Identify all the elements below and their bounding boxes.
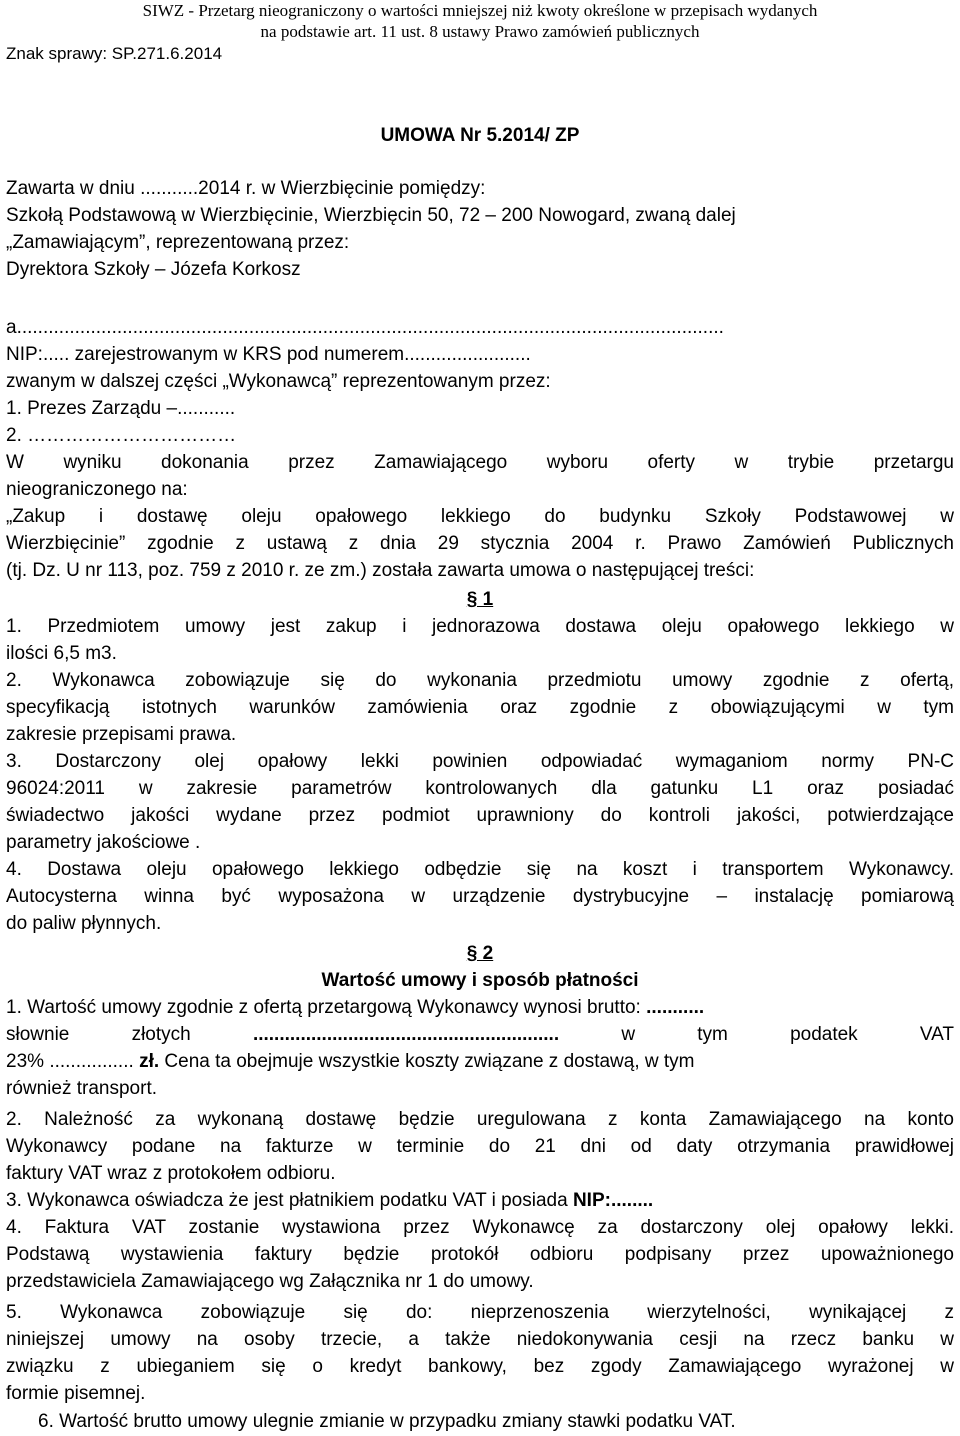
payment-text: 1. Wartość umowy zgodnie z ofertą przetargową Wykonawcy wynosi brutto:	[6, 997, 647, 1018]
preamble-line: nieograniczonego na:	[6, 479, 188, 500]
header-line-1: SIWZ - Przetarg nieograniczony o wartości mniejszej niż kwoty określone w przepisach wydanych	[142, 1, 818, 20]
section-1-line: Autocysterna winna być wyposażona w urządzenie dystrybucyjne – instalację pomiarową	[6, 886, 954, 907]
intro-line: Zawarta w dniu ...........2014 r. w Wierzbięcinie pomiędzy:	[6, 178, 486, 199]
section-1-line: specyfikacją istotnych warunków zamówienia oraz zgodnie z obowiązującymi w tym	[6, 697, 954, 718]
vat-rate: 23%	[6, 1051, 50, 1072]
price-scope-text: Cena ta obejmuje wszystkie koszty związane z dostawą, w tym	[159, 1051, 695, 1072]
preamble-line: „Zakup i dostawę oleju opałowego lekkiego do budynku Szkoły Podstawowej w	[6, 506, 954, 527]
contractor-line: zwanym w dalszej części „Wykonawcą” reprezentowanym przez:	[6, 371, 551, 392]
section-2-line: Podstawą wystawienia faktury będzie protokół odbioru podpisany przez upoważnionego	[6, 1244, 954, 1265]
section-2-heading: § 2	[466, 943, 494, 964]
section-1-line: 3. Dostarczony olej opałowy lekki powinien odpowiadać wymaganiom normy PN-C	[6, 751, 954, 772]
payment-amount-blank: ...........	[646, 997, 705, 1018]
preamble-line: W wyniku dokonania przez Zamawiającego wyboru oferty w trybie przetargu	[6, 452, 954, 473]
section-1-heading: § 1	[466, 589, 494, 610]
payment-words-blank: ..........................................................	[252, 1024, 560, 1045]
section-2-line: 2. Należność za wykonaną dostawę będzie uregulowana z konta Zamawiającego na konto	[6, 1109, 954, 1130]
section-1-line: 1. Przedmiotem umowy jest zakup i jednorazowa dostawa oleju opałowego lekkiego w	[6, 616, 954, 637]
vat-payer-text: 3. Wykonawca oświadcza że jest płatnikiem podatku VAT i posiada	[6, 1190, 573, 1211]
payment-words-label: słownie złotych	[6, 1024, 191, 1045]
payment-line-4: również transport.	[6, 1078, 158, 1099]
contractor-rep-1: 1. Prezes Zarządu –...........	[6, 398, 236, 419]
section-1-line: 96024:2011 w zakresie parametrów kontrolowanych dla gatunku L1 oraz posiadać	[6, 778, 954, 799]
section-1-line: 2. Wykonawca zobowiązuje się do wykonania przedmiotu umowy zgodnie z ofertą,	[6, 670, 954, 691]
header-line-2: na podstawie art. 11 ust. 8 ustawy Prawo zamówień publicznych	[260, 22, 700, 41]
contract-title: UMOWA Nr 5.2014/ ZP	[380, 125, 580, 146]
section-2-line: związku z ubieganiem się o kredyt bankowy, bez zgody Zamawiającego wyrażonej w	[6, 1356, 954, 1377]
section-1-line: do paliw płynnych.	[6, 913, 162, 934]
section-2-line: formie pisemnej.	[6, 1383, 146, 1404]
section-1-line: świadectwo jakości wydane przez podmiot uprawniony do kontroli jakości, potwierdzające	[6, 805, 954, 826]
section-2-line: 4. Faktura VAT zostanie wystawiona przez Wykonawcę za dostarczony olej opałowy lekki.	[6, 1217, 954, 1238]
contractor-nip-line: NIP:..... zarejestrowanym w KRS pod numerem........................	[6, 344, 531, 365]
section-2-line: 6. Wartość brutto umowy ulegnie zmianie w przypadku zmiany stawki podatku VAT.	[38, 1411, 736, 1432]
section-1-line: 4. Dostawa oleju opałowego lekkiego odbędzie się na koszt i transportem Wykonawcy.	[6, 859, 954, 880]
intro-line: Szkołą Podstawową w Wierzbięcinie, Wierzbięcin 50, 72 – 200 Nowogard, zwaną dalej	[6, 205, 736, 226]
section-2-line: przedstawiciela Zamawiającego wg Załącznika nr 1 do umowy.	[6, 1271, 534, 1292]
vat-payer-line	[6, 1188, 954, 1214]
intro-line: „Zamawiającym”, reprezentowaną przez:	[6, 232, 350, 253]
section-1-line: parametry jakościowe .	[6, 832, 201, 853]
vat-amount-blank: ................	[49, 1051, 134, 1072]
preamble-line: Wierzbięcinie” zgodnie z ustawą z dnia 29 stycznia 2004 r. Prawo Zamówień Publicznych	[6, 533, 954, 554]
case-number: Znak sprawy: SP.271.6.2014	[6, 44, 223, 63]
payment-vat-text: w tym podatek VAT	[621, 1024, 955, 1045]
payment-line-1	[6, 995, 954, 1021]
contractor-name-line: a......................................................................................................................................	[6, 317, 724, 338]
section-1-line: ilości 6,5 m3.	[6, 643, 117, 664]
section-2-line: faktury VAT wraz z protokołem odbioru.	[6, 1163, 336, 1184]
payment-line-3	[6, 1049, 954, 1075]
section-2-title: Wartość umowy i sposób płatności	[321, 970, 639, 991]
contractor-rep-2: 2. ……………………………	[6, 425, 237, 446]
payment-line-2	[6, 1022, 954, 1048]
nip-blank: NIP:........	[572, 1190, 654, 1211]
section-2-line: 5. Wykonawca zobowiązuje się do: nieprzenoszenia wierzytelności, wynikającej z	[6, 1302, 954, 1323]
preamble-line: (tj. Dz. U nr 113, poz. 759 z 2010 r. ze zm.) została zawarta umowa o następującej treści:	[6, 560, 755, 581]
section-2-line: niniejszej umowy na osoby trzecie, a także niedokonywania cesji na rzecz banku w	[6, 1329, 954, 1350]
intro-line: Dyrektora Szkoły – Józefa Korkosz	[6, 259, 301, 280]
section-1-line: zakresie przepisami prawa.	[6, 724, 237, 745]
section-2-line: Wykonawcy podane na fakturze w terminie do 21 dni od daty otrzymania prawidłowej	[6, 1136, 954, 1157]
currency-zl: zł.	[139, 1051, 160, 1072]
